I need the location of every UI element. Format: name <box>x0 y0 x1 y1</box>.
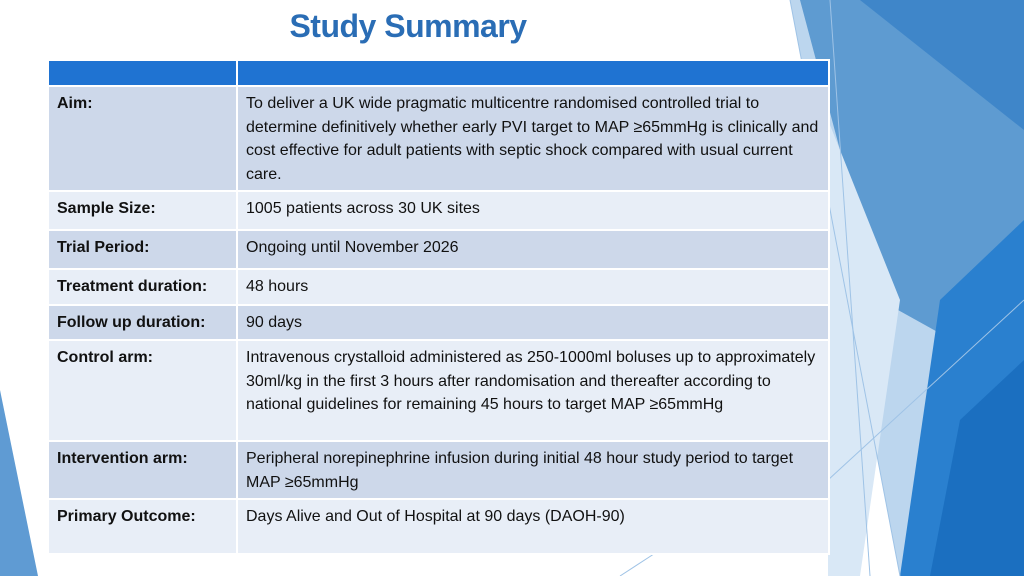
table-row-primary-outcome <box>48 499 829 554</box>
table-header-cell <box>237 60 829 86</box>
row-label: Follow up duration: <box>48 305 237 340</box>
row-label: Primary Outcome: <box>48 499 237 554</box>
table-row-sample-size <box>48 191 829 230</box>
row-label: Trial Period: <box>48 230 237 269</box>
row-label: Aim: <box>48 86 237 191</box>
table-row-control-arm <box>48 340 829 441</box>
table-row-treatment-duration <box>48 269 829 305</box>
decor-left-triangle <box>0 390 38 576</box>
slide-title: Study Summary <box>289 8 527 44</box>
table-row-trial-period <box>48 230 829 269</box>
row-value: Days Alive and Out of Hospital at 90 days (DAOH-90) <box>237 499 829 554</box>
row-value: 90 days <box>237 305 829 340</box>
row-label: Intervention arm: <box>48 441 237 499</box>
row-value: Peripheral norepinephrine infusion during initial 48 hour study period to target MAP ≥65mmHg <box>237 441 829 499</box>
row-label: Sample Size: <box>48 191 237 230</box>
row-label: Treatment duration: <box>48 269 237 305</box>
row-value: To deliver a UK wide pragmatic multicentre randomised controlled trial to determine definitively whether early PVI target to MAP ≥65mmHg is clinically and cost effective for adult patients with septic shock compared with usual current care. <box>237 86 829 191</box>
row-label: Control arm: <box>48 340 237 441</box>
study-summary-table <box>47 59 830 555</box>
table-header-row <box>48 60 829 86</box>
row-value: Intravenous crystalloid administered as 250-1000ml boluses up to approximately 30ml/kg in the first 3 hours after randomisation and thereafter according to national guidelines for remaining 45 hours to target MAP ≥65mmHg <box>237 340 829 441</box>
row-value: Ongoing until November 2026 <box>237 230 829 269</box>
row-value: 1005 patients across 30 UK sites <box>237 191 829 230</box>
table-row-follow-up-duration <box>48 305 829 340</box>
table-header-cell <box>48 60 237 86</box>
table-row-aim <box>48 86 829 191</box>
table-row-intervention-arm <box>48 441 829 499</box>
row-value: 48 hours <box>237 269 829 305</box>
